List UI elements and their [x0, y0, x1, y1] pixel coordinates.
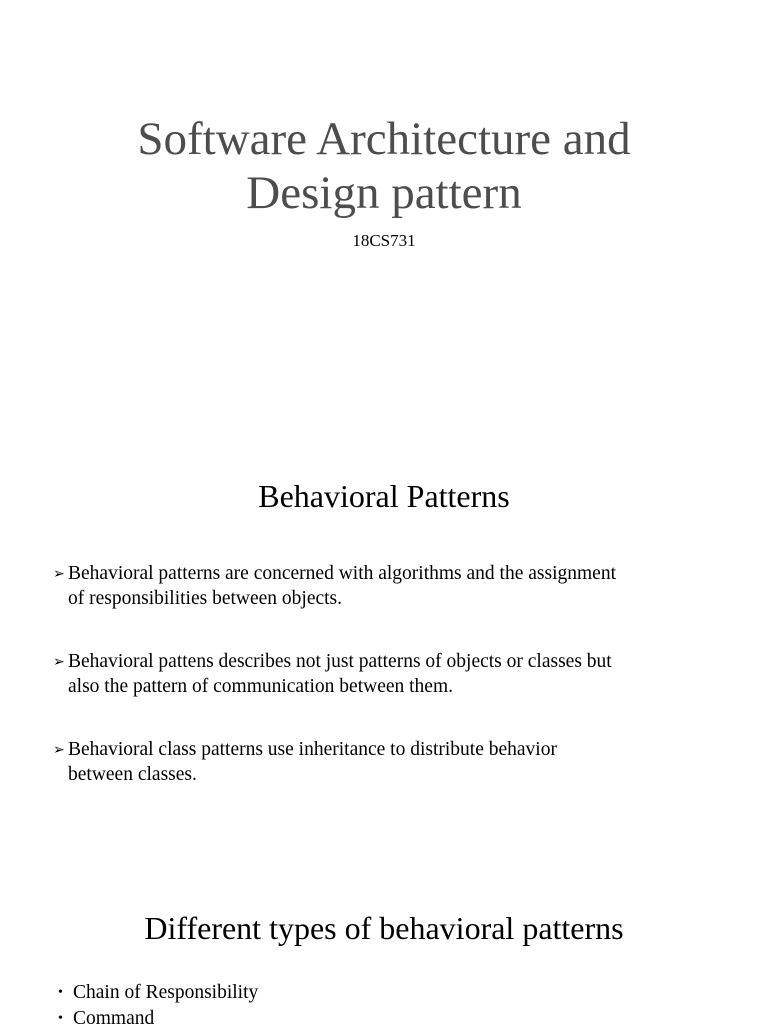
- bullet-item: [53, 650, 733, 699]
- bullet-text-line: also the pattern of communication between them.: [68, 675, 454, 697]
- bullet-text-line: Behavioral class patterns use inheritance to distribute behavior: [68, 739, 557, 760]
- title-slide: [0, 0, 768, 380]
- types-list: [58, 980, 738, 1032]
- list-item: [58, 1006, 738, 1032]
- arrow-bullet-icon: ➢: [53, 654, 65, 670]
- title-line-2: Design pattern: [246, 167, 522, 219]
- behavioral-patterns-heading: Behavioral Patterns: [258, 478, 510, 514]
- dot-bullet-icon: •: [58, 985, 63, 1000]
- bullet-text-line: Behavioral patterns are concerned with algorithms and the assignment: [68, 563, 616, 584]
- list-item-text: Command: [73, 1008, 155, 1029]
- bullet-text-line: Behavioral pattens describes not just patterns of objects or classes but: [68, 651, 612, 672]
- bullet-text-line: between classes.: [68, 763, 197, 785]
- title-line-1: Software Architecture and: [137, 113, 631, 165]
- list-item: [58, 980, 738, 1006]
- dot-bullet-icon: •: [58, 1011, 63, 1026]
- types-heading: Different types of behavioral patterns: [144, 910, 624, 946]
- bullet-item: [53, 738, 733, 787]
- behavioral-bullet-list: [53, 562, 733, 826]
- arrow-bullet-icon: ➢: [53, 742, 65, 758]
- presentation-title: [0, 112, 768, 220]
- course-code: 18CS731: [352, 231, 416, 250]
- arrow-bullet-icon: ➢: [53, 566, 65, 582]
- bullet-text-line: of responsibilities between objects.: [68, 587, 343, 609]
- bullet-item: [53, 562, 733, 611]
- list-item-text: Chain of Responsibility: [73, 982, 259, 1003]
